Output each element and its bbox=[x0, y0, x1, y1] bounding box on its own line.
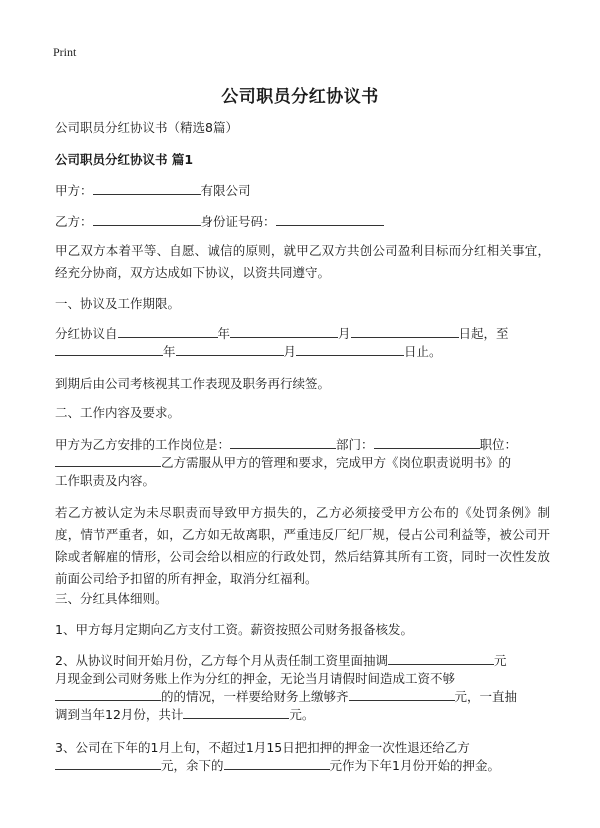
rule-item-2-line-4 bbox=[55, 704, 550, 726]
section-title: 公司职员分红协议书 篇1 bbox=[55, 152, 194, 167]
month-label: 月 bbox=[338, 326, 351, 341]
year-label: 年 bbox=[217, 326, 231, 341]
rule-item-3-line-2 bbox=[55, 755, 550, 777]
rule-item-1: 1、甲方每月定期向乙方支付工资。薪资按照公司财务报备核发。 bbox=[55, 622, 413, 637]
end-day-blank bbox=[296, 341, 404, 356]
heading-term: 一、协议及工作期限。 bbox=[55, 296, 181, 311]
start-month-blank bbox=[230, 323, 338, 338]
rule-item-2-text-c: 元，一直抽 bbox=[454, 689, 518, 704]
position-label: 甲方为乙方安排的工作岗位是： bbox=[55, 437, 231, 452]
heading-dividend-rules: 三、分红具体细则。 bbox=[55, 591, 168, 606]
period-line-2 bbox=[55, 341, 550, 363]
party-a-line bbox=[55, 180, 550, 202]
rule-item-3-text-b: 元作为下年1月份开始的押金。 bbox=[329, 758, 500, 773]
party-b-label: 乙方： bbox=[55, 214, 93, 229]
id-number-blank bbox=[276, 211, 384, 226]
penalty-paragraph: 若乙方被认定为未尽职责而导致甲方损失的，乙方必须接受甲方公布的《处罚条例》制度，情节严重者，如，乙方如无故离职，严重违反厂纪厂规，侵占公司利益等，被公司开除或者解雇的情形，公司会给以相应的行政处罚，然后结算其所有工资，同时一次性发放前面公司给予扣留的所有押金，取消分红福利。 bbox=[55, 505, 550, 586]
start-year-blank bbox=[118, 323, 218, 338]
rule-item-3-text-a: 元，余下的 bbox=[161, 758, 224, 773]
start-day-blank bbox=[351, 323, 459, 338]
rule-item-2-line-2: 月现金到公司财务账上作为分红的押金，无论当月请假时间造成工资不够 bbox=[55, 671, 456, 686]
page-title: 公司职员分红协议书 bbox=[221, 87, 379, 107]
party-a-label: 甲方： bbox=[55, 183, 93, 198]
print-link[interactable]: Print bbox=[53, 45, 77, 59]
heading-duties: 二、工作内容及要求。 bbox=[55, 405, 181, 420]
day-to-label: 日止。 bbox=[404, 344, 442, 359]
period-start-label: 分红协议自 bbox=[55, 326, 118, 341]
job-line-2-text: 乙方需服从甲方的管理和要求，完成甲方《岗位职责说明书》的 bbox=[161, 455, 512, 470]
intro-paragraph: 甲乙双方本着平等、自愿、诚信的原则，就甲乙双方共创公司盈利目标而分红相关事宜，经充分协商，双方达成如下协议，以资共同遵守。 bbox=[55, 243, 550, 280]
rule-item-2-text-d: 调到当年12月份，共计 bbox=[55, 707, 184, 722]
position-blank bbox=[230, 434, 336, 449]
full-amount-blank bbox=[349, 686, 455, 701]
rule-item-2-text-b: 的的情况，一样要给财务上缴够齐 bbox=[161, 689, 349, 704]
total-amount-blank bbox=[183, 704, 289, 719]
end-year-blank bbox=[55, 341, 163, 356]
rule-item-2-text-a: 2、从协议时间开始月份，乙方每个月从责任制工资里面抽调 bbox=[55, 653, 388, 668]
renew-paragraph: 到期后由公司考核视其工作表现及职务再行续签。 bbox=[55, 376, 331, 391]
department-blank bbox=[374, 434, 480, 449]
job-title-label: 职位： bbox=[479, 437, 518, 452]
party-a-suffix: 有限公司 bbox=[200, 183, 251, 198]
party-b-line bbox=[55, 211, 550, 233]
department-label: 部门： bbox=[336, 437, 374, 452]
document-subtitle: 公司职员分红协议书（精选8篇） bbox=[55, 120, 238, 135]
shortfall-blank bbox=[55, 686, 161, 701]
currency-unit: 元。 bbox=[289, 707, 315, 722]
year-label: 年 bbox=[163, 344, 176, 359]
remaining-amount-blank bbox=[224, 755, 330, 770]
refund-amount-blank bbox=[55, 755, 161, 770]
party-b-blank bbox=[93, 211, 201, 226]
currency-unit: 元 bbox=[493, 653, 507, 668]
party-a-blank bbox=[93, 180, 201, 195]
day-from-label: 日起，至 bbox=[458, 326, 509, 341]
job-title-blank bbox=[55, 452, 161, 467]
job-line-3: 工作职责及内容。 bbox=[55, 473, 156, 488]
rule-item-3-line-1: 3、公司在下年的1月上旬，不超过1月15日把扣押的押金一次性退还给乙方 bbox=[55, 740, 470, 755]
end-month-blank bbox=[176, 341, 284, 356]
id-number-label: 身份证号码： bbox=[200, 214, 276, 229]
monthly-deduction-blank bbox=[388, 650, 494, 665]
month-label: 月 bbox=[283, 344, 297, 359]
